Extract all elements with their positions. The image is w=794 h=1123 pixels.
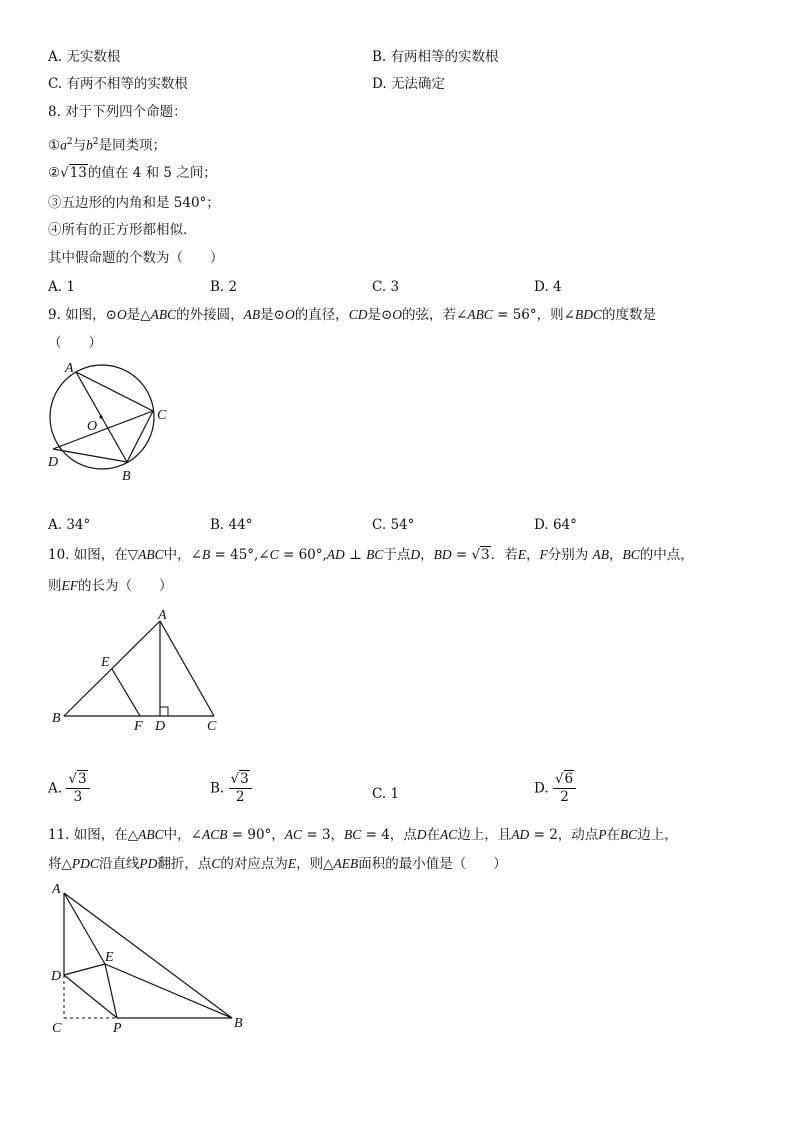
segment-db xyxy=(53,449,127,462)
q10-option-b: B. $\frac{√3}{2}$ xyxy=(210,771,252,806)
q7-option-d: D. 无法确定 xyxy=(372,76,445,92)
q8-proposition-4: ④所有的正方形都相似． xyxy=(48,222,197,238)
label-a: A xyxy=(52,882,61,897)
q10-option-d: D. $\frac{√6}{2}$ xyxy=(534,771,576,806)
segment-ac xyxy=(160,621,214,716)
label-e: E xyxy=(101,655,110,670)
label-b: B xyxy=(52,711,61,726)
q10-option-a: A. $\frac{√3}{3}$ xyxy=(48,771,90,806)
q8-question: 其中假命题的个数为（ ） xyxy=(48,250,224,266)
q7-option-a: A. 无实数根 xyxy=(48,49,121,65)
label-c: C xyxy=(207,719,217,734)
label-b: B xyxy=(234,1016,243,1031)
label-d: D xyxy=(48,455,59,470)
segment-cb xyxy=(127,411,153,462)
q8-option-b: B. 2 xyxy=(210,279,238,295)
q10-stem: 10. 如图，在▽ABC中，∠B = 45°,∠C = 60°,AD ⊥ BC于点D，BD = √3．若E，F分别为 AB，BC的中点， xyxy=(48,547,694,563)
q11-stem: 11. 如图，在△ABC中，∠ACB = 90°，AC = 3，BC = 4，点D在AC边上，且AD = 2，动点P在BC边上， xyxy=(48,827,678,843)
segment-cd xyxy=(53,411,153,449)
q8-proposition-3: ③五边形的内角和是 540°； xyxy=(48,195,220,211)
segment-eb xyxy=(105,964,232,1018)
q10-stem-line2: 则EF的长为（ ） xyxy=(48,578,173,594)
q8-stem: 8. 对于下列四个命题： xyxy=(48,104,187,120)
q8-option-a: A. 1 xyxy=(48,279,75,295)
label-p: P xyxy=(113,1021,122,1036)
q9-answer-paren: （ ） xyxy=(48,335,102,351)
label-e: E xyxy=(105,950,114,965)
q8-proposition-2: ②√13的值在 4 和 5 之间； xyxy=(48,165,217,181)
segment-de xyxy=(64,964,105,975)
q10-triangle-figure xyxy=(45,603,230,738)
segment-ae xyxy=(64,893,105,964)
label-a: A xyxy=(158,608,167,623)
q9-option-a: A. 34° xyxy=(48,517,91,533)
segment-ef xyxy=(112,669,140,716)
q7-option-b: B. 有两相等的实数根 xyxy=(372,49,499,65)
label-d: D xyxy=(51,969,62,984)
label-c: C xyxy=(157,408,167,423)
sqrt-3: √3 xyxy=(471,547,490,563)
q8-option-c: C. 3 xyxy=(372,279,400,295)
q9-option-b: B. 44° xyxy=(210,517,253,533)
q9-stem: 9. 如图，⊙O是△ABC的外接圆，AB是⊙O的直径，CD是⊙O的弦，若∠ABC = 56°，则∠BDC的度数是 xyxy=(48,307,656,323)
label-d: D xyxy=(155,719,166,734)
q7-option-c: C. 有两不相等的实数根 xyxy=(48,76,188,92)
center-dot xyxy=(99,415,102,418)
q10-option-c: C. 1 xyxy=(372,786,400,802)
label-f: F xyxy=(134,719,143,734)
label-o: O xyxy=(87,419,98,434)
q11-triangle-figure xyxy=(40,877,255,1042)
label-a: A xyxy=(65,361,74,376)
q8-proposition-1: $①a^2$与$b^2$是同类项； xyxy=(48,137,167,154)
q9-circle-figure xyxy=(40,355,180,490)
segment-ab xyxy=(64,893,232,1018)
right-angle-mark xyxy=(160,707,168,716)
q9-option-c: C. 54° xyxy=(372,517,415,533)
label-c: C xyxy=(52,1021,62,1036)
q11-stem-line2: 将△PDC沿直线PD翻折，点C的对应点为E，则△AEB面积的最小值是（ ） xyxy=(48,856,507,872)
segment-ab xyxy=(64,621,160,716)
q8-option-d: D. 4 xyxy=(534,279,562,295)
sqrt-13: √13 xyxy=(60,165,87,181)
label-b: B xyxy=(122,469,131,484)
q9-option-d: D. 64° xyxy=(534,517,577,533)
